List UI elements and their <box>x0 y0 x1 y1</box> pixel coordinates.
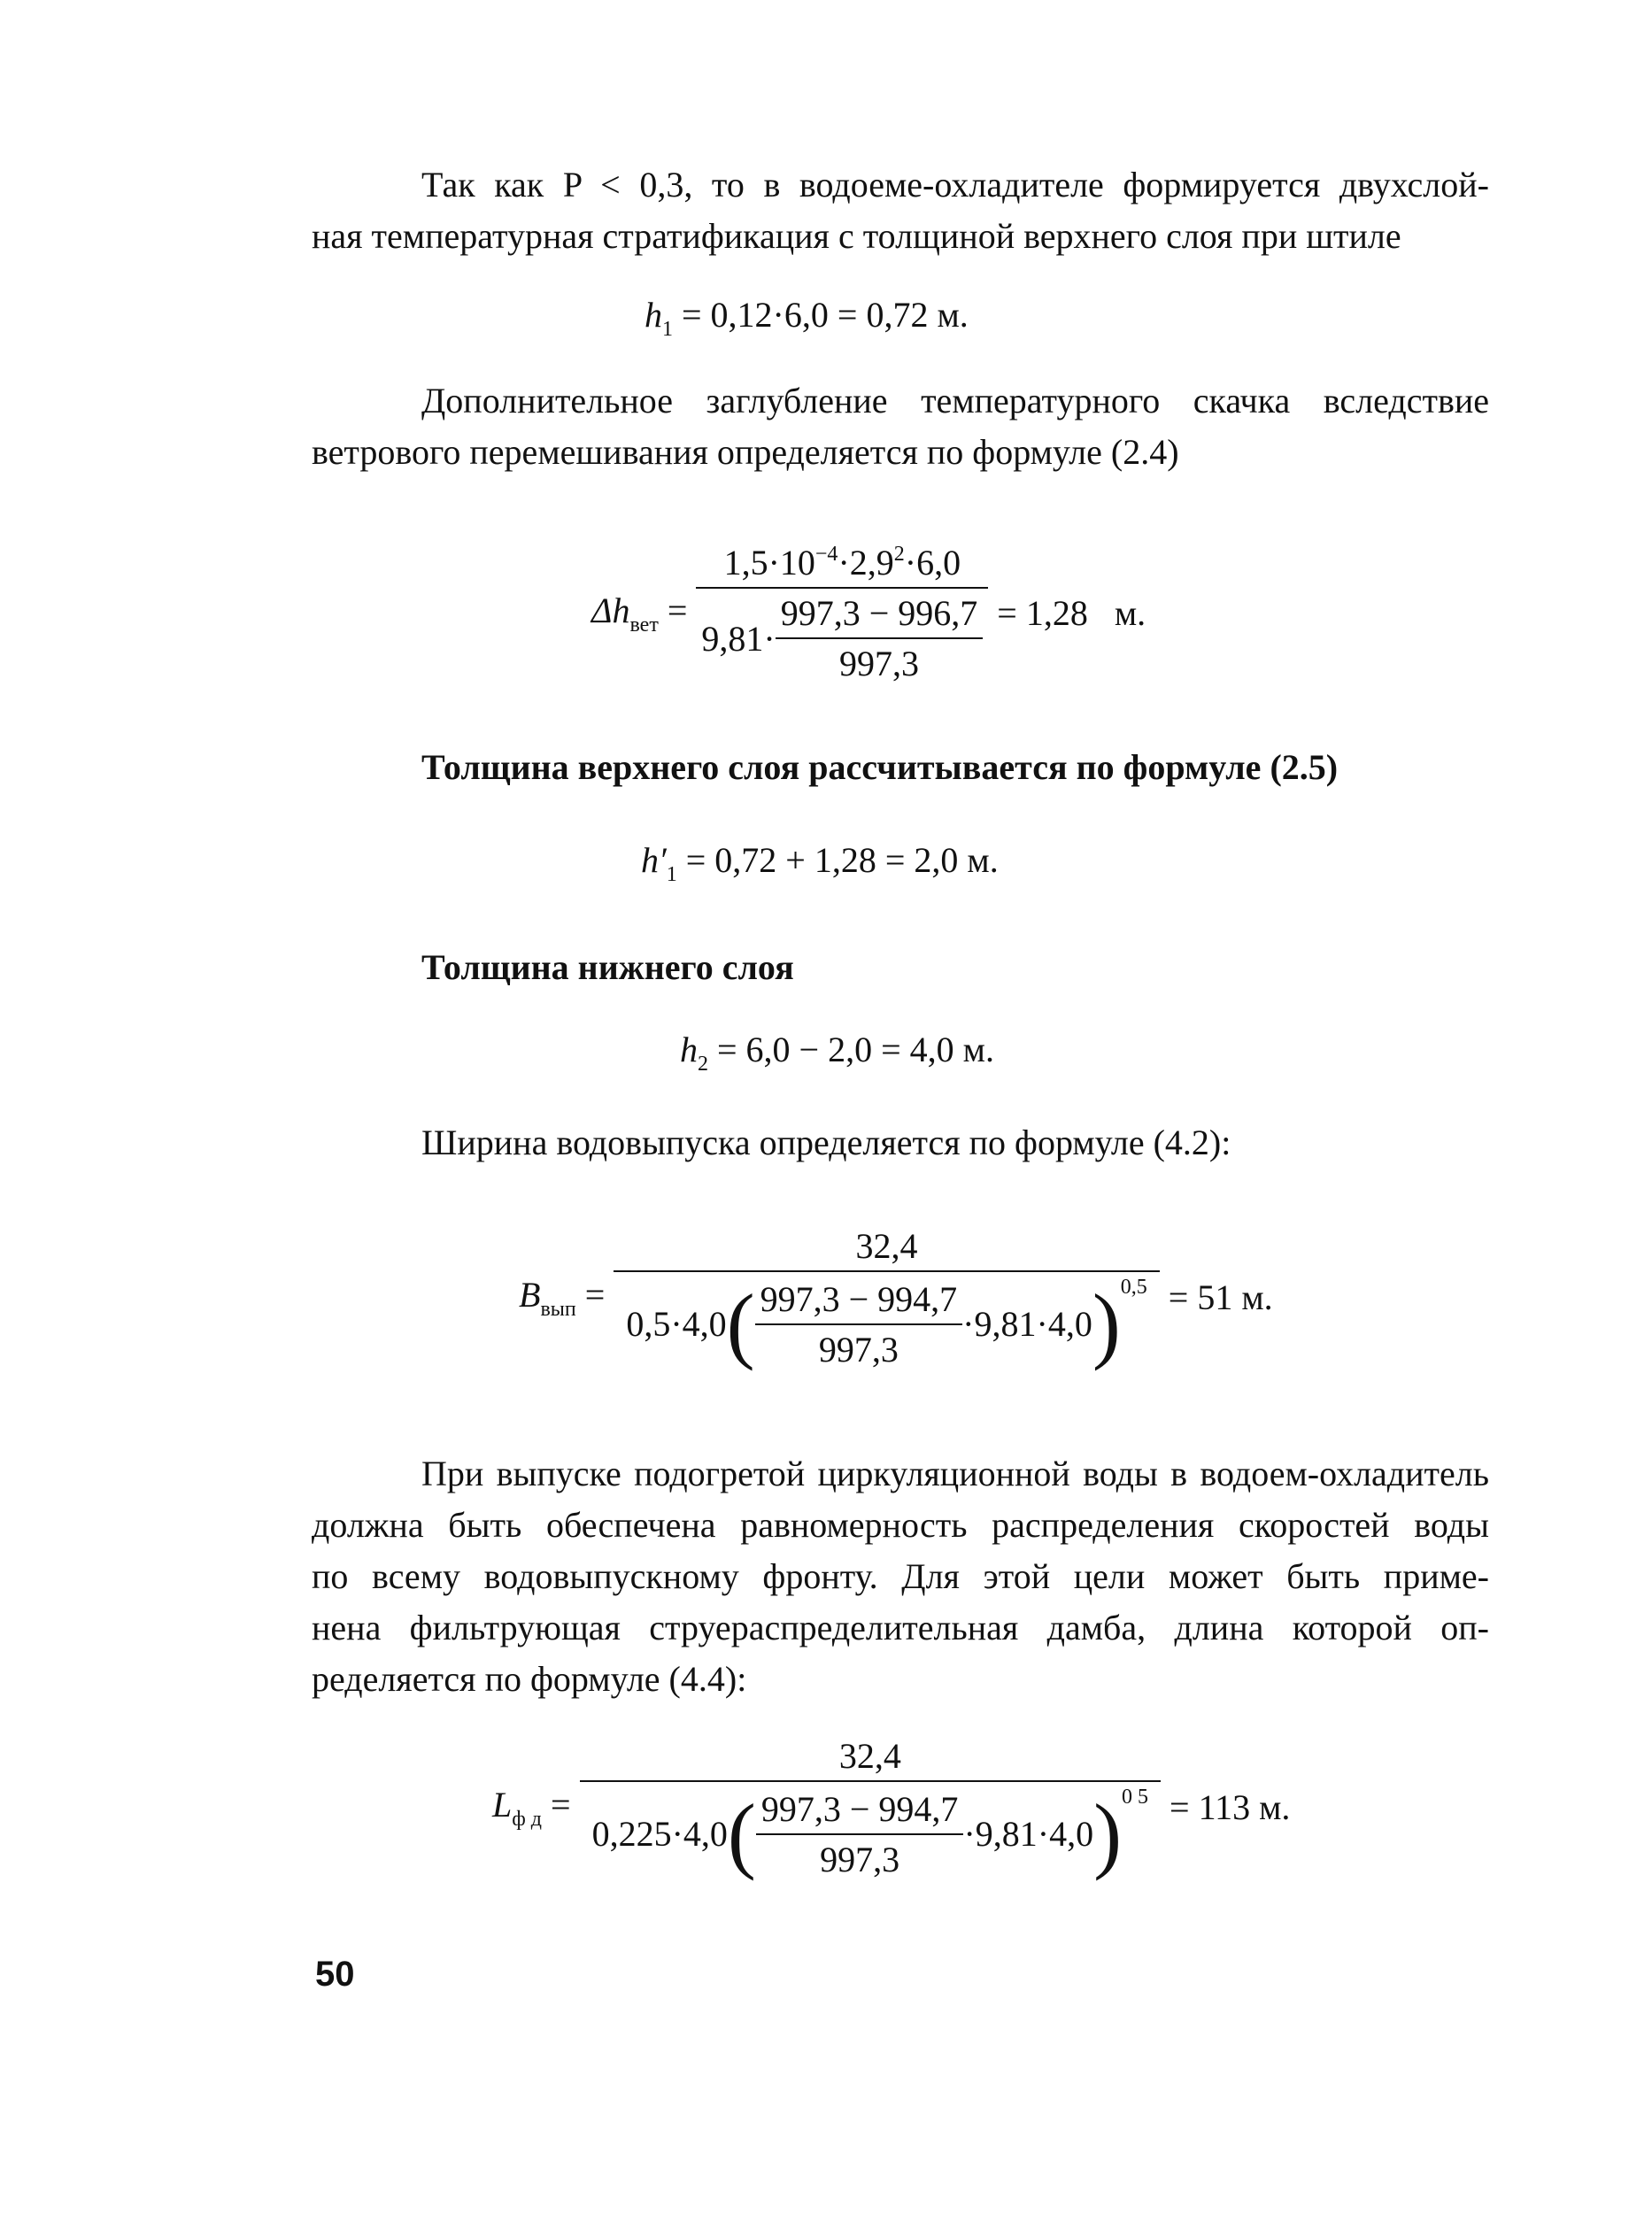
formula-subscript: ф д <box>512 1807 543 1831</box>
numerator-exponent: −4 <box>814 543 838 566</box>
formula-result: = 51 м. <box>1168 1277 1273 1318</box>
inner-fraction <box>755 1278 963 1370</box>
formula-symbol: h <box>680 1030 698 1069</box>
formula-symbol: h <box>645 295 662 335</box>
formula-h1-prime <box>641 839 999 887</box>
formula-equals: = <box>584 1274 606 1315</box>
numerator-exponent: 2 <box>893 543 905 566</box>
formula-subscript: вып <box>540 1297 576 1321</box>
inner-denominator: 997,3 <box>756 1833 964 1880</box>
formula-subscript: 1 <box>662 318 673 341</box>
paragraph-line: должна быть обеспечена равномерность распределения скоростей воды <box>312 1505 1489 1545</box>
formula-equals: = <box>551 1784 571 1825</box>
inner-denominator: 997,3 <box>776 637 984 684</box>
right-parenthesis: ) <box>1093 1786 1123 1881</box>
formula-h2 <box>680 1029 994 1076</box>
formula-lhs <box>591 590 687 637</box>
formula-symbol: h′ <box>641 840 667 880</box>
page-number: 50 <box>315 1955 355 1994</box>
formula-subscript: 1 <box>666 863 677 886</box>
formula-symbol: L <box>492 1784 513 1825</box>
formula-rhs: = 0,12·6,0 = 0,72 м. <box>682 295 969 335</box>
formula-unit: м. <box>1114 593 1146 633</box>
paragraph-line: ная температурная стратификация с толщиной верхнего слоя при штиле <box>312 216 1401 256</box>
fraction-denominator <box>614 1270 1159 1370</box>
inner-numerator: 997,3 − 994,7 <box>760 1278 958 1319</box>
paragraph-line: Так как P < 0,3, то в водоеме-охладителе формируется двухслой- <box>421 165 1489 204</box>
inner-tail: ·9,81·4,0 <box>963 1814 1094 1855</box>
left-parenthesis: ( <box>726 1276 755 1371</box>
right-parenthesis: ) <box>1092 1276 1121 1371</box>
paragraph-wind-mixing <box>312 375 1489 478</box>
inner-numerator: 997,3 − 994,7 <box>760 1788 959 1829</box>
inner-denominator: 997,3 <box>755 1323 963 1370</box>
paragraph-outlet-width: Ширина водовыпуска определяется по формуле (4.2): <box>421 1123 1231 1162</box>
paragraph-lower-layer: Толщина нижнего слоя <box>421 947 794 987</box>
formula-subscript: вет <box>629 613 659 637</box>
numerator-part: ·2,9 <box>838 543 894 583</box>
paragraph-dam <box>312 1448 1489 1705</box>
fraction-denominator <box>696 587 988 684</box>
formula-h1 <box>645 294 969 342</box>
formula-result: = 1,28 <box>997 593 1088 633</box>
formula-lhs <box>519 1274 605 1322</box>
inner-numerator: 997,3 − 996,7 <box>780 593 978 633</box>
fraction-numerator <box>696 542 988 587</box>
formula-symbol: B <box>519 1274 541 1315</box>
paragraph-line: ветрового перемешивания определяется по формуле (2.4) <box>312 432 1179 472</box>
formula-lhs <box>492 1784 571 1832</box>
formula-l-dam <box>492 1735 1290 1880</box>
paragraph-line: нена фильтрующая струераспределительная дамба, длина которой оп- <box>312 1608 1489 1647</box>
denominator-coefficient: 0,225·4,0 <box>591 1814 728 1855</box>
formula-exponent: 0,5 <box>1120 1276 1147 1299</box>
paragraph-upper-layer: Толщина верхнего слоя рассчитывается по формуле (2.5) <box>421 747 1339 787</box>
paragraph-line: Дополнительное заглубление температурного скачка вследствие <box>421 381 1489 420</box>
formula-symbol: Δh <box>591 590 630 630</box>
formula-rhs: = 0,72 + 1,28 = 2,0 м. <box>685 840 999 880</box>
inner-tail: ·9,81·4,0 <box>962 1304 1092 1345</box>
denominator-coefficient: 9,81· <box>701 618 776 659</box>
fraction-numerator: 32,4 <box>838 1736 901 1776</box>
paragraph-line: ределяется по формуле (4.4): <box>312 1659 747 1699</box>
fraction-denominator <box>580 1780 1161 1880</box>
formula-rhs: = 6,0 − 2,0 = 4,0 м. <box>717 1030 994 1069</box>
formula-equals: = <box>667 590 688 630</box>
paragraph-line: При выпуске подогретой циркуляционной воды в водоем-охладитель <box>421 1454 1489 1493</box>
denominator-coefficient: 0,5·4,0 <box>626 1304 727 1345</box>
inner-fraction <box>756 1788 964 1880</box>
formula-delta-h <box>591 542 1146 684</box>
formula-exponent: 0 5 <box>1122 1786 1149 1809</box>
formula-b-outlet <box>519 1225 1273 1370</box>
numerator-part: 1,5·10 <box>723 543 815 583</box>
fraction-numerator: 32,4 <box>855 1226 918 1266</box>
left-parenthesis: ( <box>727 1786 756 1881</box>
inner-fraction <box>776 592 984 684</box>
numerator-part: ·6,0 <box>904 543 961 583</box>
paragraph-stratification <box>312 159 1489 262</box>
formula-fraction <box>696 542 988 684</box>
formula-fraction <box>614 1225 1159 1370</box>
formula-subscript: 2 <box>698 1053 708 1076</box>
paragraph-line: по всему водовыпускному фронту. Для этой цели может быть приме- <box>312 1556 1489 1596</box>
formula-result: = 113 м. <box>1170 1787 1291 1828</box>
formula-fraction <box>580 1735 1161 1880</box>
